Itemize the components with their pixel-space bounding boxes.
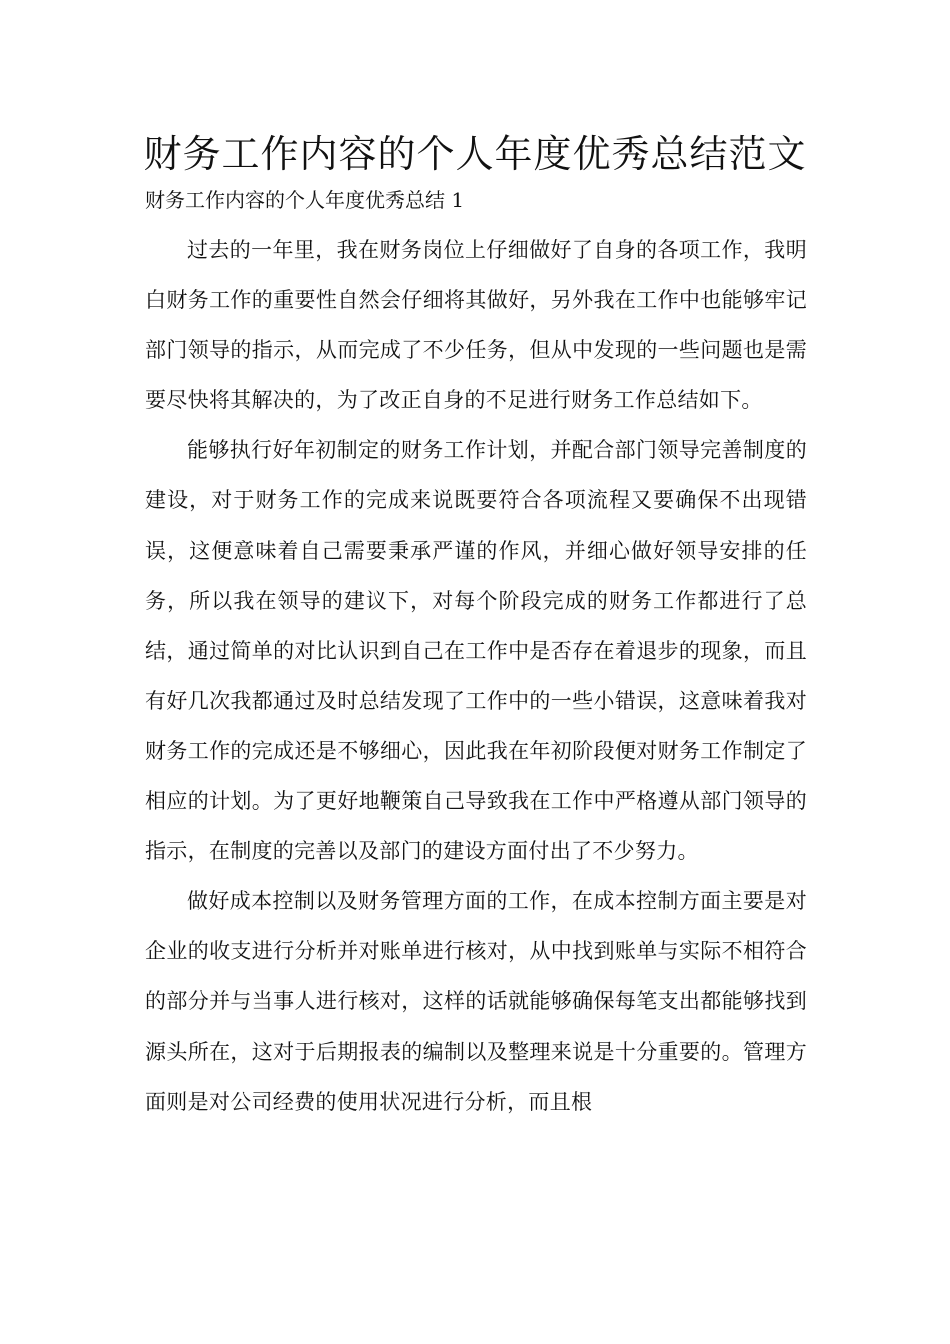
paragraph-1: 过去的一年里，我在财务岗位上仔细做好了自身的各项工作，我明白财务工作的重要性自然会仔细将其做好，另外我在工作中也能够牢记部门领导的指示，从而完成了不少任务，但从中发现的一些问题也是需要尽快将其解决的，为了改正自身的不足进行财务工作总结如下。 bbox=[145, 238, 807, 413]
paragraph-2: 能够执行好年初制定的财务工作计划，并配合部门领导完善制度的建设，对于财务工作的完成来说既要符合各项流程又要确保不出现错误，这便意味着自己需要秉承严谨的作风，并细心做好领导安排的任务，所以我在领导的建议下，对每个阶段完成的财务工作都进行了总结，通过简单的对比认识到自己在工作中是否存在着退步的现象，而且有好几次我都通过及时总结发现了工作中的一些小错误，这意味着我对财务工作的完成还是不够细心，因此我在年初阶段便对财务工作制定了相应的计划。为了更好地鞭策自己导致我在工作中严格遵从部门领导的指示，在制度的完善以及部门的建设方面付出了不少努力。 bbox=[145, 438, 807, 864]
document-body bbox=[145, 225, 807, 1127]
paragraph-3: 做好成本控制以及财务管理方面的工作，在成本控制方面主要是对企业的收支进行分析并对账单进行核对，从中找到账单与实际不相符合的部分并与当事人进行核对，这样的话就能够确保每笔支出都能够找到源头所在，这对于后期报表的编制以及整理来说是十分重要的。管理方面则是对公司经费的使用状况进行分析，而且根 bbox=[145, 889, 807, 1114]
section-heading: 财务工作内容的个人年度优秀总结 1 bbox=[145, 188, 465, 212]
document-title: 财务工作内容的个人年度优秀总结范文 bbox=[143, 132, 807, 176]
